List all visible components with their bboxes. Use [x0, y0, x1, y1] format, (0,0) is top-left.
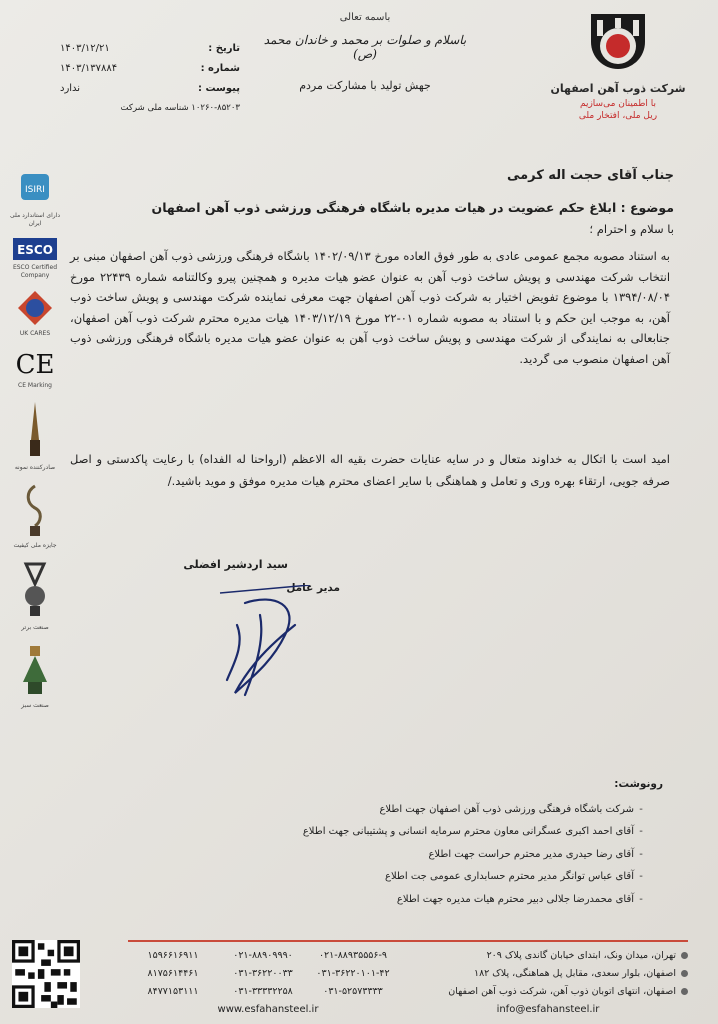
invocation-salutation: باسلام و صلوات بر محمد و خاندان محمد (ص) [263, 33, 467, 61]
recipient: جناب آقای حجت اله کرمی [506, 168, 674, 183]
greeting: با سلام و احترام ؛ [589, 222, 674, 236]
postal-isfahan-plant: ۸۴۷۷۱۵۳۱۱۱ [147, 985, 199, 997]
ukcares-badge: UK CARES [8, 290, 62, 338]
letter-meta [60, 38, 240, 118]
number-label: شماره : [200, 62, 240, 74]
subject-line: موضوع : ابلاغ حکم عضویت در هیات مدیره باشگاه فرهنگی ورزشی ذوب آهن اصفهان [151, 200, 674, 215]
signature-icon [215, 585, 315, 705]
phone-isfahan-plant: ۰۳۱-۵۲۵۷۳۳۳۳ [323, 985, 383, 997]
excellence-award-badge: جایزه ملی کیفیت [8, 482, 62, 550]
footer-row-isfahan-office [128, 964, 688, 982]
slogan-secondary: ریل ملی، افتخار ملی [578, 111, 658, 121]
qr-code-icon [12, 940, 80, 1008]
footer-row-tehran [128, 946, 688, 964]
ukcares-icon [17, 290, 53, 326]
fax-isfahan-office: ۰۳۱-۳۶۲۲۰۰۳۳ [233, 967, 293, 979]
esco-badge: ESCO ESCO Certified Company [8, 238, 62, 280]
iso-badge: ISIRI دارای استاندارد ملی ایران [8, 172, 62, 228]
slogan-primary: با اطمینان می‌سازیم [579, 99, 657, 109]
fax-isfahan-plant: ۰۳۱-۳۳۳۳۲۲۵۸ [233, 985, 293, 997]
bullet-icon: - [639, 871, 643, 883]
bullet-icon: - [639, 803, 643, 815]
body-paragraph-1: به استناد مصوبه مجمع عمومی عادی به طور فوق العاده مورخ ۱۴۰۲/۰۹/۱۳ باشگاه فرهنگی ورزشی ذوب آهن اصفهان مبنی بر انتخاب شرکت مهندسی و پویش ساخت ذوب آهن به عنوان عضو هیات مدیره و همچنین پیرو وکالتنامه شماره ۲۲۴۳۹ مورخ ۱۳۹۴/۰۸/۰۴ با موضوع تفویض اختیار به شرکت ذوب آهن اصفهان جهت معرفی نماینده شرکت مهندسی و پویش ساخت ذوب آهن، به موجب این حکم و با استناد به مصوبه شماره ۰۱-۲۲ مورخ ۱۴۰۳/۱۲/۱۹ هیات مدیره محترم شرکت ذوب آهن اصفهان، جنابعالی به نمایندگی از شرکت مهندسی و پویش ساخت ذوب آهن به عنوان عضو هیات مدیره باشگاه فرهنگی ورزشی ذوب آهن اصفهان منصوب می گردید. [70, 249, 671, 366]
cc-item [268, 843, 648, 866]
cc-text: شرکت باشگاه فرهنگی ورزشی ذوب آهن اصفهان جهت اطلاع [379, 803, 634, 815]
address-tehran: تهران، میدان ونک، ابتدای خیابان گاندی پلاک ۲۰۹ [398, 950, 688, 961]
cc-text: آقای محمدرضا جلالی دبیر محترم هیات مدیره جهت اطلاع [396, 893, 634, 905]
location-icon [681, 970, 688, 977]
company-name: شرکت ذوب آهن اصفهان [550, 82, 686, 95]
top-industry-badge: صنعت برتر [8, 560, 62, 632]
attachment-value: ندارد [60, 82, 81, 94]
postal-isfahan-office: ۸۱۷۵۶۱۴۴۶۱ [147, 967, 199, 979]
footer-row-isfahan-plant [128, 982, 688, 1000]
national-id: ۱۰۲۶۰-۸۵۲۰۳ شناسه ملی شرکت [120, 103, 240, 113]
address-isfahan-plant: اصفهان، انتهای اتوبان ذوب آهن، شرکت ذوب آهن اصفهان [398, 986, 688, 997]
address-isfahan-office: اصفهان، بلوار سعدی، مقابل پل هماهنگی، پلاک ۱۸۲ [398, 968, 688, 979]
environment-award-badge: صنعت سبز [8, 642, 62, 710]
number-value: ۱۴۰۳/۱۳۷۸۸۴ [60, 62, 118, 74]
phone-isfahan-office: ۰۳۱-۳۶۲۲۰۱۰۱-۴۲ [316, 967, 390, 979]
cc-item [268, 821, 648, 844]
svg-text:ESCO: ESCO [17, 243, 53, 257]
date-label: تاریخ : [208, 42, 240, 54]
cc-list [268, 798, 648, 911]
invocation-title: باسمه تعالی [339, 12, 391, 23]
location-icon [681, 988, 688, 995]
exporter-award-badge: صادرکننده نمونه [8, 400, 62, 472]
certification-sidebar [8, 172, 62, 720]
iso-icon [15, 172, 55, 208]
bullet-icon: - [639, 893, 643, 905]
esco-icon [13, 238, 57, 260]
phone-tehran: ۰۲۱-۸۸۹۳۵۵۵۶-۹ [318, 949, 388, 961]
footer-divider [128, 940, 688, 942]
ce-badge: CE CE Marking [15, 350, 55, 389]
fax-tehran: ۰۲۱-۸۸۹۰۹۹۹۰ [233, 949, 293, 961]
attachment-label: پیوست : [197, 82, 240, 94]
invocation-block [255, 12, 475, 92]
signer-title: مدیر عامل [286, 582, 340, 594]
bullet-icon: - [639, 826, 643, 838]
footer-web [128, 1004, 688, 1015]
website-link[interactable]: www.esfahansteel.ir [217, 1004, 319, 1015]
invocation-motto: جهش تولید با مشارکت مردم [299, 79, 431, 92]
company-logo-icon [583, 8, 653, 78]
excellence-award-icon [23, 482, 47, 538]
cc-item [268, 888, 648, 911]
cc-item [268, 798, 648, 821]
top-industry-icon [20, 560, 50, 620]
company-logo-block [548, 8, 688, 121]
body-paragraph-2: امید است با اتکال به خداوند متعال و در سایه عنایات حضرت بقیه اله الاعظم (ارواحنا له الفداه) با رعایت پاکدستی و اصل صرفه جویی، ارتقاء بهره وری و تعامل و هماهنگی با سایر اعضای محترم هیات مدیره موفق و موید باشید./ [70, 452, 670, 488]
location-icon [681, 952, 688, 959]
postal-tehran: ۱۵۹۶۶۱۶۹۱۱ [147, 949, 199, 961]
signer-name: سید اردشیر افضلی [183, 558, 288, 571]
date-value: ۱۴۰۳/۱۲/۲۱ [60, 42, 110, 54]
bullet-icon: - [639, 848, 643, 860]
svg-text:ISIRI: ISIRI [25, 185, 45, 195]
cc-text: آقای احمد اکبری عسگرانی معاون محترم سرمایه انسانی و پشتیبانی جهت اطلاع [302, 826, 634, 838]
cc-text: آقای عباس توانگر مدیر محترم حسابداری عمومی جت اطلاع [385, 871, 634, 883]
ce-mark-icon [15, 348, 55, 378]
cc-text: آقای رضا حیدری مدیر محترم حراست جهت اطلاع [428, 848, 634, 860]
footer-contacts [128, 946, 688, 1000]
environment-award-icon [20, 642, 50, 698]
exporter-award-icon [25, 400, 45, 460]
email-link[interactable]: info@esfahansteel.ir [496, 1004, 600, 1015]
cc-item [268, 866, 648, 889]
svg-text:CE: CE [15, 350, 55, 378]
cc-label: رونوشت: [614, 778, 663, 790]
